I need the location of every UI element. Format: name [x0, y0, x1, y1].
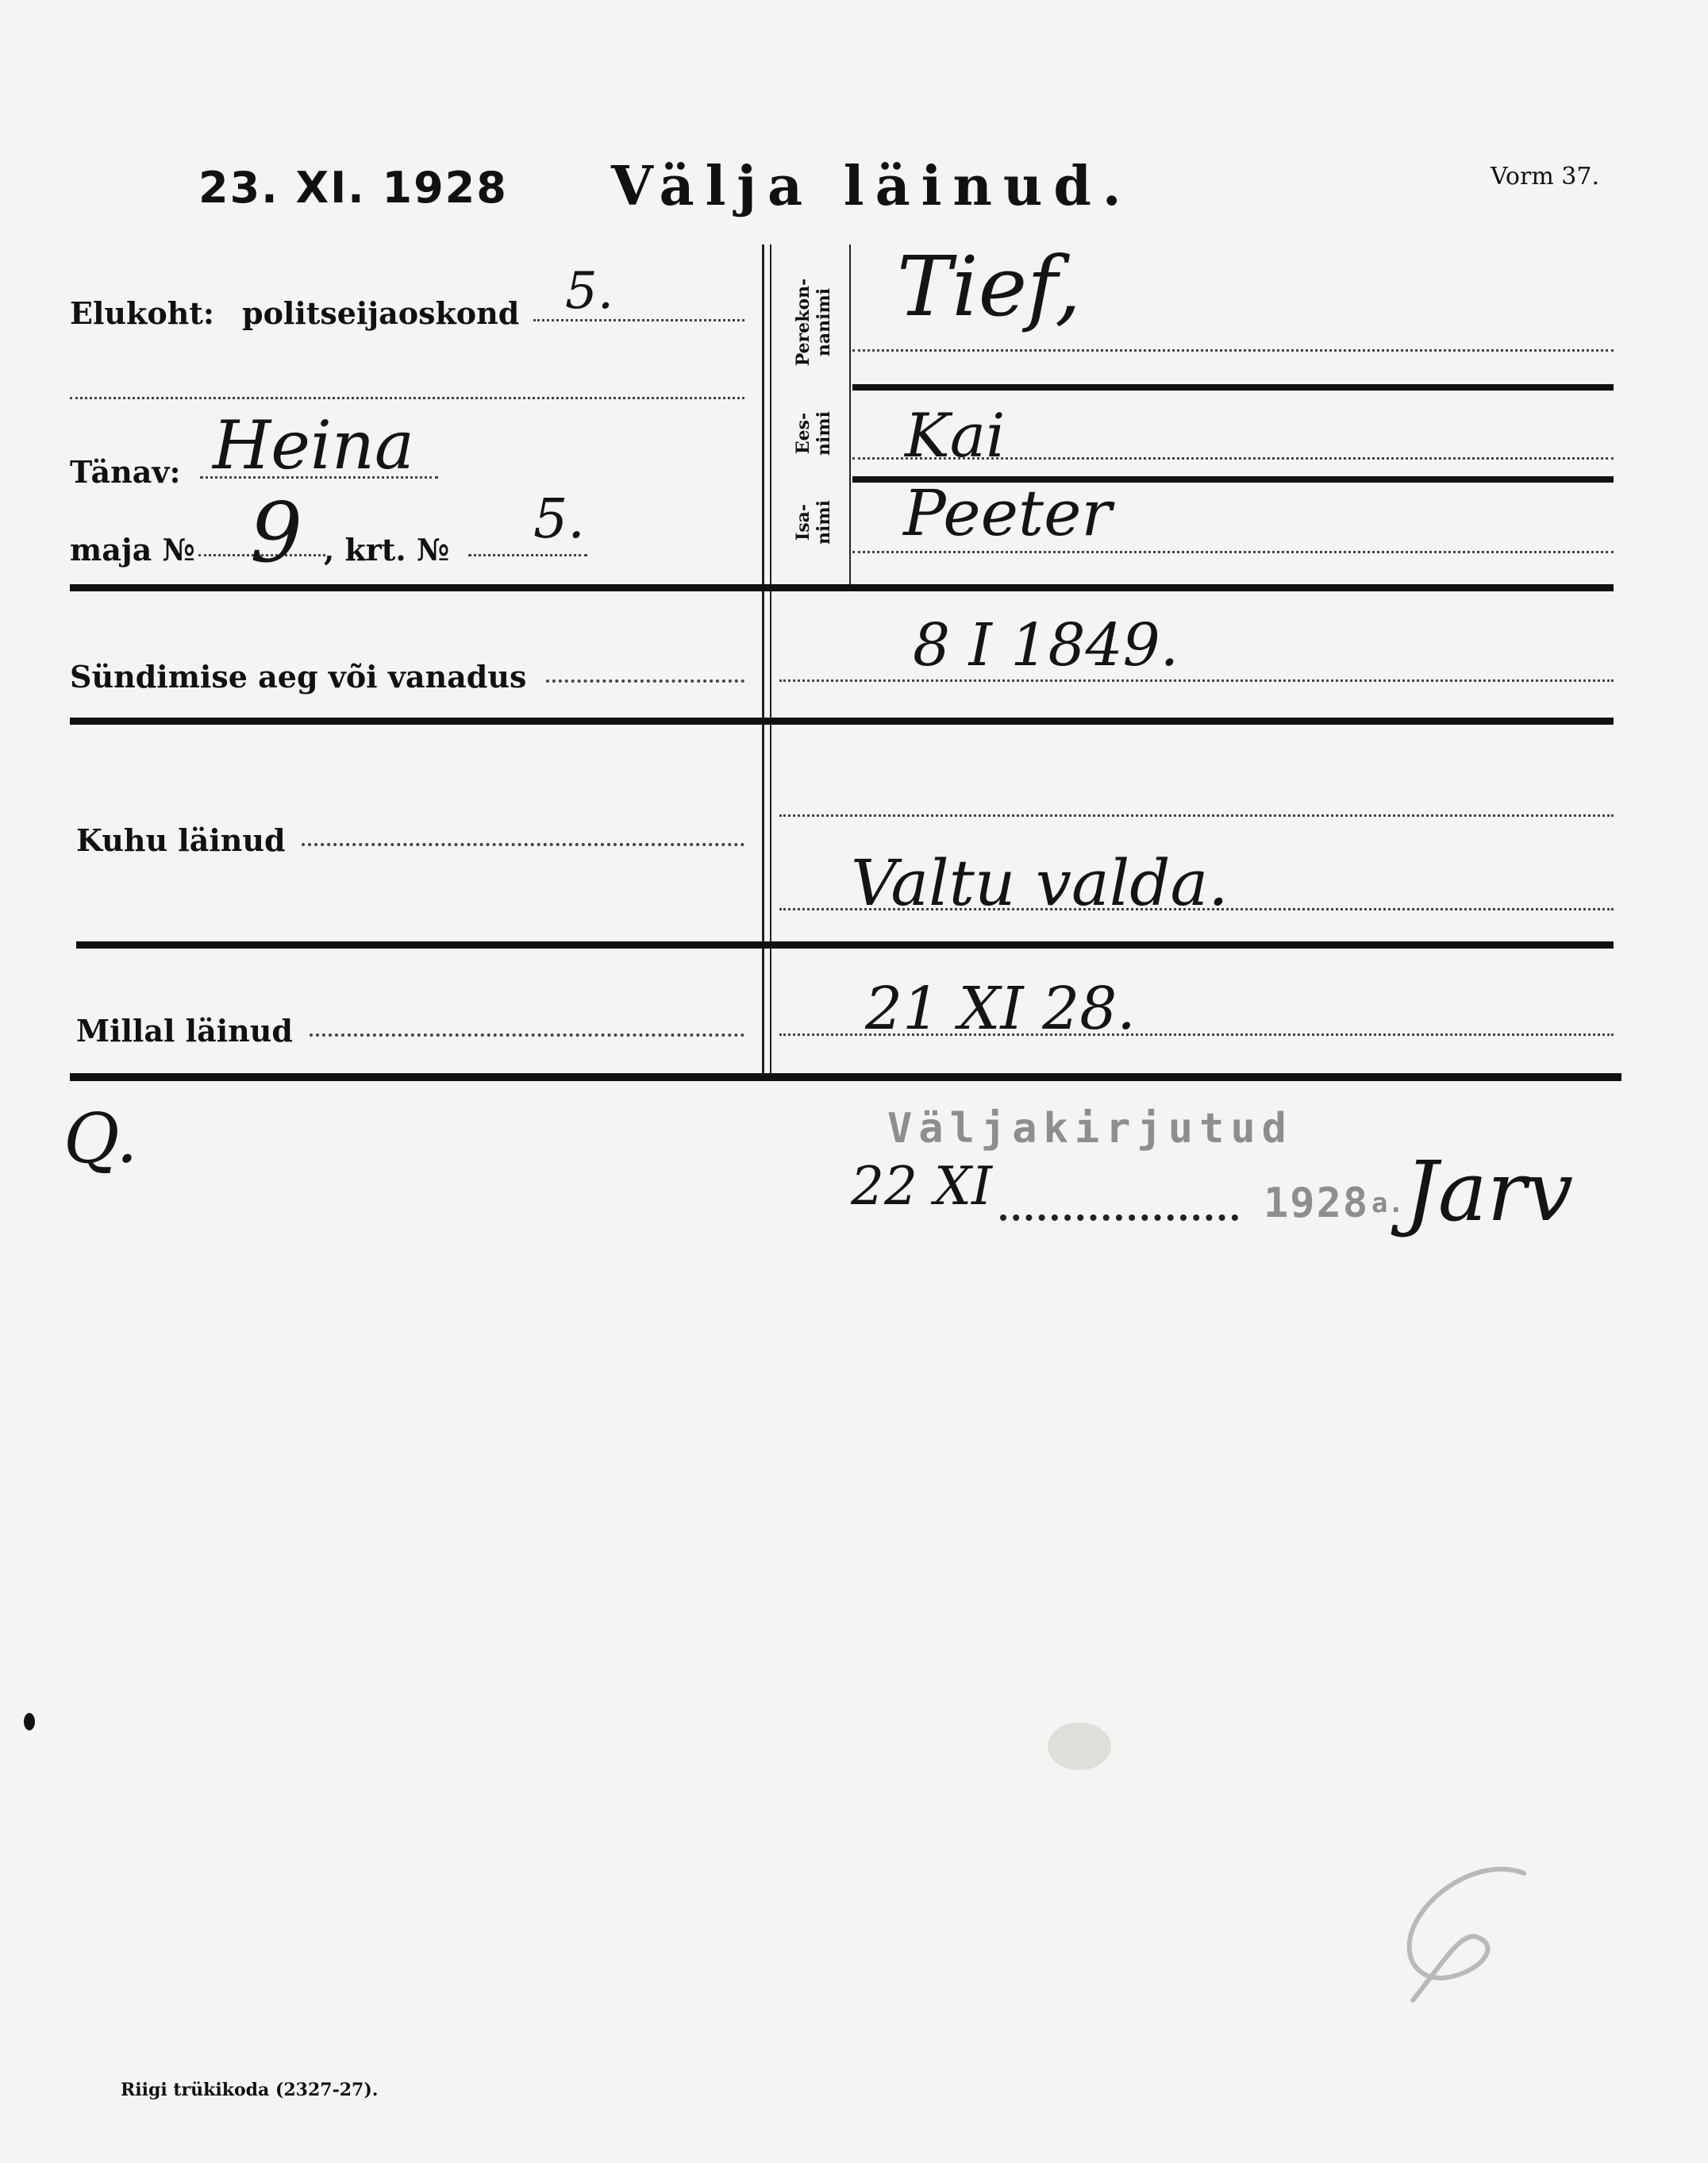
official-signature: Jarv: [1405, 1143, 1574, 1240]
received-date-stamp: 23. XI. 1928: [198, 163, 508, 213]
printer-imprint: Riigi trükikoda (2327-27).: [121, 2080, 379, 2100]
father-name-dotted-line: [852, 551, 1614, 553]
rule-3: [76, 941, 1614, 949]
name-label-divider: [849, 244, 851, 584]
address-dotted-line: [70, 397, 744, 399]
left-margin-mark: Q.: [63, 1099, 138, 1179]
where-dotted-line-1: [779, 814, 1614, 817]
ink-smudge: [24, 1713, 35, 1730]
form-number: Vorm 37.: [1491, 163, 1600, 191]
pencil-scribble: [1365, 1842, 1556, 2032]
district-value: 5.: [565, 262, 614, 321]
column-divider-inner: [770, 244, 771, 1074]
surname-value: Tief,: [897, 238, 1082, 335]
birth-dotted-line: [779, 679, 1614, 682]
father-name-value: Peeter: [903, 476, 1112, 550]
column-divider: [762, 244, 764, 1074]
form-title: Välja läinud.: [611, 155, 1133, 218]
where-label: Kuhu läinud: [76, 822, 286, 858]
stamp-dotted-line: [1000, 1214, 1238, 1221]
krt-value: 5.: [533, 488, 585, 551]
krt-label: , krt. №: [324, 532, 450, 568]
surname-dotted-line: [852, 349, 1614, 352]
elukoht-label: Elukoht:: [70, 295, 214, 331]
when-label-dots: [310, 1033, 744, 1037]
rule-surname: [852, 384, 1614, 391]
birth-value: 8 I 1849.: [913, 611, 1179, 679]
firstname-label: Ees- nimi: [793, 411, 834, 456]
maja-label: maja №: [70, 532, 195, 568]
where-value: Valtu valda.: [851, 846, 1229, 920]
faint-smudge: [1048, 1722, 1111, 1770]
tanav-value: Heina: [213, 406, 415, 484]
where-dotted-line-2: [779, 908, 1614, 910]
tanav-label: Tänav:: [70, 454, 181, 490]
birth-label: Sündimise aeg või vanadus: [70, 659, 527, 695]
stamp-year: 1928: [1264, 1180, 1370, 1227]
district-label: politseijaoskond: [242, 295, 520, 331]
when-label: Millal läinud: [76, 1013, 293, 1049]
stamp-handwritten-date: 22 XI: [851, 1156, 993, 1217]
written-out-stamp: Väljakirjutud: [887, 1105, 1293, 1153]
firstname-value: Kai: [905, 400, 1006, 471]
when-value: 21 XI 28.: [865, 975, 1136, 1043]
where-label-dots: [302, 843, 744, 846]
surname-label: Perekon- nanimi: [793, 278, 834, 367]
rule-2: [70, 718, 1614, 725]
stamp-suffix: a.: [1371, 1187, 1404, 1219]
krt-dotted-line: [468, 554, 587, 556]
rule-1: [70, 584, 1614, 591]
firstname-dotted-line: [852, 457, 1614, 460]
rule-4: [70, 1073, 1621, 1081]
birth-label-dots: [546, 679, 744, 683]
father-name-label: Isa- nimi: [793, 500, 834, 545]
when-dotted-line: [779, 1033, 1614, 1036]
maja-value: 9: [250, 484, 303, 581]
